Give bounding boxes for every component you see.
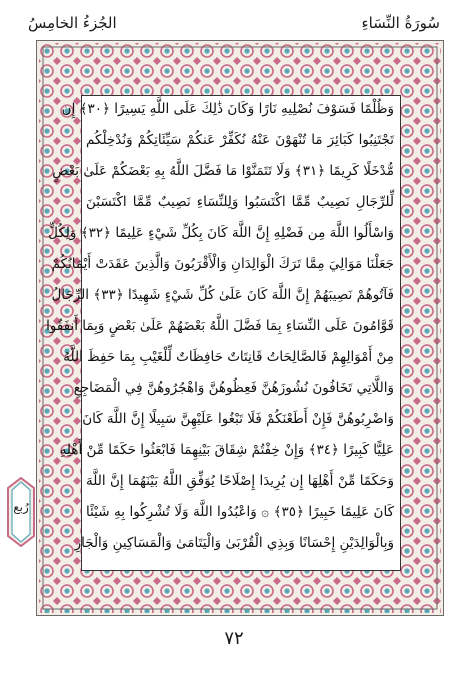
verse-line: عَلِيًّا كَبِيرًا ﴿٣٤﴾ وَإِنْ خِفْتُمْ شِقَاقَ بَيْنِهِمَا فَابْعَثُوا حَكَمًا مِّنْ أَهْلِهِ	[59, 442, 394, 458]
verse-line: كَانَ عَلِيمًا خَبِيرًا ﴿٣٥﴾ ۞ وَاعْبُدُوا اللَّهَ وَلَا تُشْرِكُوا بِهِ شَيْئًا	[86, 504, 395, 520]
verse-line: جَعَلْنَا مَوَالِيَ مِمَّا تَرَكَ الْوَالِدَانِ وَالْأَقْرَبُونَ وَالَّذِينَ عَقَدَتْ أَيْمَانُكُمْ	[51, 256, 394, 272]
page-number: ٧٢	[224, 628, 244, 649]
page-header	[28, 10, 440, 36]
verse-line: لِّلرِّجَالِ نَصِيبٌ مِّمَّا اكْتَسَبُوا وَلِلنِّسَاءِ نَصِيبٌ مِّمَّا اكْتَسَبْنَ	[86, 194, 394, 210]
surah-title: سُورَةُ النِّسَاءِ	[361, 14, 440, 32]
verse-line: وَاسْأَلُوا اللَّهَ مِن فَضْلِهِ إِنَّ اللَّهَ كَانَ بِكُلِّ شَيْءٍ عَلِيمًا ﴿٣٢﴾ وَلِكُلٍّ	[48, 225, 394, 241]
juz-title: الجُزءُ الخامِسُ	[28, 14, 117, 32]
rub-marker	[6, 476, 36, 548]
verse-line: وَاللَّاتِي تَخَافُونَ نُشُوزَهُنَّ فَعِظُوهُنَّ وَاهْجُرُوهُنَّ فِي الْمَضَاجِعِ	[73, 380, 394, 396]
rub-label: رُبع	[13, 500, 29, 514]
verse-line: مُّدْخَلًا كَرِيمًا ﴿٣١﴾ وَلَا تَتَمَنَّوْا مَا فَضَّلَ اللَّهُ بِهِ بَعْضَكُمْ عَلَىٰ بَعْضٍ	[52, 163, 394, 179]
verses-block	[46, 94, 400, 570]
verse-line: وَبِالْوَالِدَيْنِ إِحْسَانًا وَبِذِي الْقُرْبَىٰ وَالْيَتَامَىٰ وَالْمَسَاكِينِ وَالْجَارِ	[74, 535, 394, 551]
verse-line: وَحَكَمًا مِّنْ أَهْلِهَا إِن يُرِيدَا إِصْلَاحًا يُوَفِّقِ اللَّهُ بَيْنَهُمَا إِنَّ اللَّهَ	[86, 473, 394, 489]
verse-line: فَآتُوهُمْ نَصِيبَهُمْ إِنَّ اللَّهَ كَانَ عَلَىٰ كُلِّ شَيْءٍ شَهِيدًا ﴿٣٣﴾ الرِّجَالُ	[51, 287, 394, 303]
verse-line: تَجْتَنِبُوا كَبَائِرَ مَا تُنْهَوْنَ عَنْهُ نُكَفِّرْ عَنكُمْ سَيِّئَاتِكُمْ وَنُدْخِلْكُم	[86, 132, 394, 148]
verse-line: وَظُلْمًا فَسَوْفَ نُصْلِيهِ نَارًا وَكَانَ ذَٰلِكَ عَلَى اللَّهِ يَسِيرًا ﴿٣٠﴾ إِن	[61, 101, 394, 117]
verse-line: وَاضْرِبُوهُنَّ فَإِنْ أَطَعْنَكُمْ فَلَا تَبْغُوا عَلَيْهِنَّ سَبِيلًا إِنَّ اللَّهَ كَانَ	[82, 411, 394, 427]
verse-line: قَوَّامُونَ عَلَى النِّسَاءِ بِمَا فَضَّلَ اللَّهُ بَعْضَهُمْ عَلَىٰ بَعْضٍ وَبِمَا أَنفَقُوا	[46, 318, 394, 334]
verse-line: مِنْ أَمْوَالِهِمْ فَالصَّالِحَاتُ قَانِتَاتٌ حَافِظَاتٌ لِّلْغَيْبِ بِمَا حَفِظَ اللَّهُ	[63, 349, 394, 365]
